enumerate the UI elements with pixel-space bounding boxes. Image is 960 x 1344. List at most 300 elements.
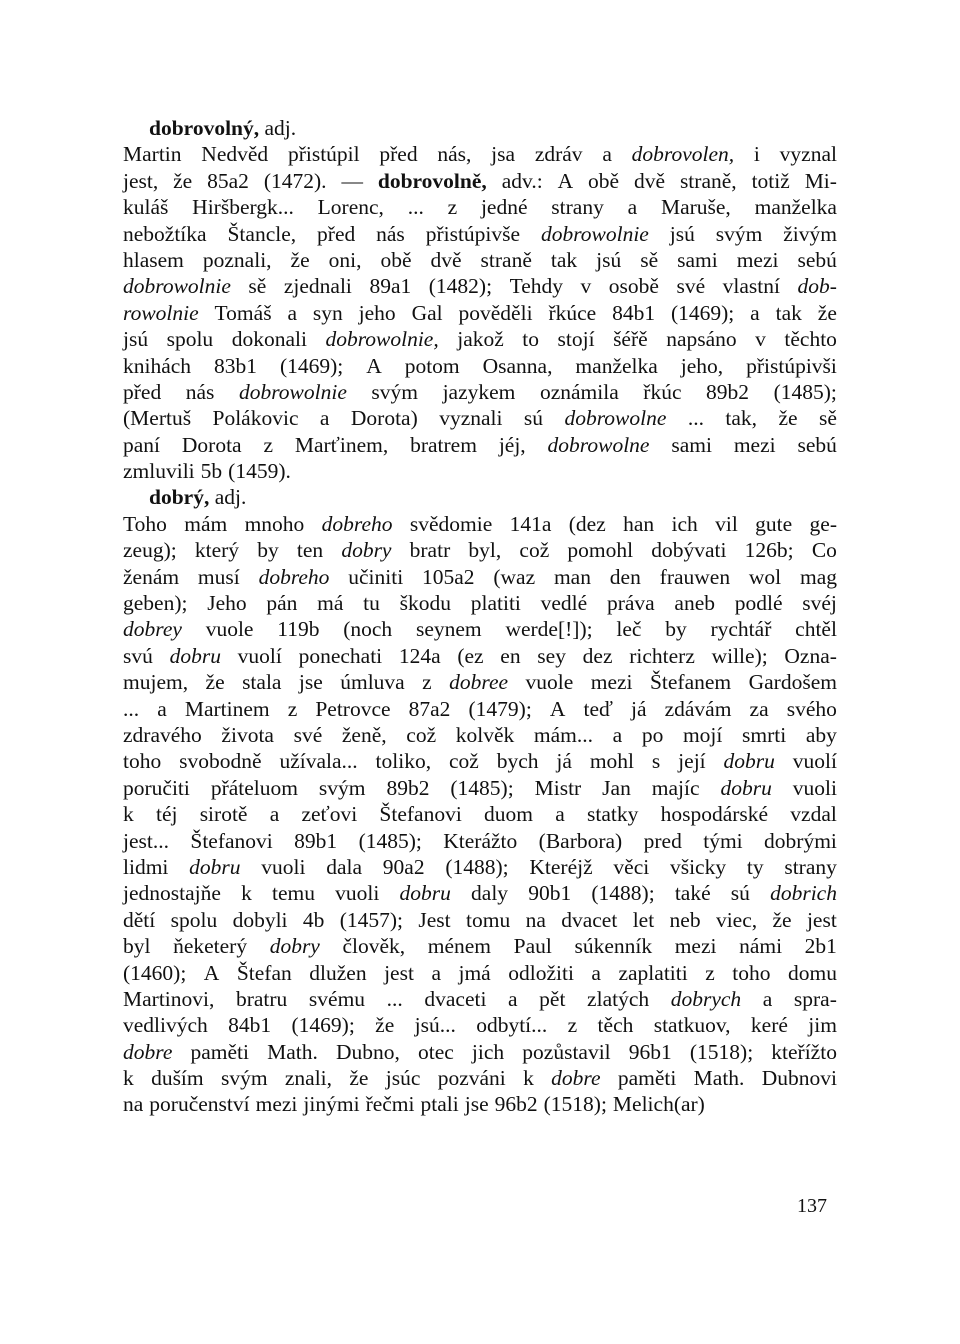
word: vil [715, 511, 738, 536]
italic-quote-word: dobrovolen, [631, 142, 735, 167]
word: paměti [617, 1066, 677, 1091]
word: mezi [590, 670, 633, 695]
word: nás [185, 379, 215, 404]
italic-quote-word: dobru [189, 854, 241, 879]
word: (Mertuš [123, 406, 192, 431]
word: na [525, 907, 546, 932]
word: vuole [525, 670, 574, 695]
text-line [123, 432, 837, 458]
word: (dez [568, 511, 606, 536]
word: osobě [608, 274, 659, 299]
word: (1488); [591, 881, 655, 906]
word: dobývati [651, 538, 727, 563]
word: jsú... [414, 1013, 456, 1038]
text-line [123, 986, 837, 1012]
word: živým [783, 221, 837, 246]
word: kteřížto [771, 1039, 837, 1064]
text-line [123, 669, 837, 695]
word: domu [788, 960, 837, 985]
word: rychtář [710, 617, 772, 642]
word: platiti [470, 591, 521, 616]
word: mezi [674, 934, 717, 959]
italic-quote-word: dobru [723, 749, 775, 774]
text-line [123, 590, 837, 616]
word: (1488); [445, 854, 509, 879]
word: A [203, 960, 220, 985]
word: nás, [437, 142, 472, 167]
word: adv.: [501, 168, 543, 193]
word: vuolí [237, 643, 282, 668]
word: jakož [457, 327, 504, 352]
word: Hiršbergk... [192, 195, 294, 220]
word: těchto [784, 327, 837, 352]
word: dvě [430, 247, 462, 272]
word: toho [123, 749, 162, 774]
word: Melich(ar) [612, 1092, 705, 1117]
word: 89b1 [294, 828, 338, 853]
word: já [556, 749, 572, 774]
word: a [508, 986, 518, 1011]
word: (noch [343, 617, 393, 642]
word: ménem [427, 934, 492, 959]
word: pět [539, 986, 566, 1011]
word: straně, [679, 168, 737, 193]
word: že [173, 168, 193, 193]
word: Gal [411, 300, 443, 325]
word: těch [597, 1013, 634, 1038]
italic-quote-word: dobrowolne [547, 432, 650, 457]
word: jsú [669, 221, 695, 246]
text-line [123, 221, 837, 247]
word: Math. [267, 1039, 318, 1064]
word: Dubno, [335, 1039, 400, 1064]
word: (1485); [773, 379, 837, 404]
word: 89a1 [369, 274, 412, 299]
word: ženě, [341, 722, 387, 747]
word: odbytí... [476, 1013, 548, 1038]
italic-quote-word: dobreho [321, 511, 393, 536]
word: (1485); [358, 828, 422, 853]
word: ge- [809, 511, 837, 536]
entry-headword-line [123, 484, 837, 510]
word: geben); [123, 591, 188, 616]
text-line [123, 775, 837, 801]
italic-quote-word: dobrowolnie [540, 221, 649, 246]
word: mojí [682, 722, 723, 747]
word: k [123, 802, 134, 827]
word: a [157, 696, 167, 721]
word: Maruše, [660, 195, 731, 220]
word: 126b; [744, 538, 794, 563]
word: sami [677, 247, 718, 272]
word: Toho [123, 511, 167, 536]
word: Štefanovi [190, 828, 273, 853]
word: sú [730, 881, 750, 906]
word: k [123, 1066, 134, 1091]
entry-headword-line [123, 115, 837, 141]
word: tými [703, 828, 743, 853]
word: sey [537, 643, 566, 668]
word: že [817, 300, 837, 325]
word: smrti [742, 722, 787, 747]
text-line [123, 1091, 837, 1117]
word: její [678, 749, 706, 774]
word: tu [363, 591, 380, 616]
word: z [422, 670, 432, 695]
word: že [778, 406, 798, 431]
word: han [623, 511, 655, 536]
word: spolu [166, 327, 214, 352]
word: statky [587, 802, 639, 827]
word: A [557, 168, 574, 193]
word: zjednali [283, 274, 352, 299]
word: jednostajňe [123, 881, 221, 906]
word: jich [471, 1039, 505, 1064]
word: mnoho [244, 511, 305, 536]
word: dvacet [561, 907, 618, 932]
text-line [123, 405, 837, 431]
word: i [753, 142, 760, 167]
word: richterz [629, 643, 695, 668]
word: bratrem [410, 432, 477, 457]
word: podlé [734, 591, 783, 616]
entries-text [123, 115, 837, 1118]
word: duom [484, 802, 534, 827]
word: strany [551, 195, 604, 220]
word: řečmi [365, 1092, 415, 1117]
word: mujem, [123, 670, 189, 695]
word: svobodně [179, 749, 262, 774]
word: Tehdy [509, 274, 563, 299]
word: wol [748, 564, 782, 589]
word: vuoli [335, 881, 380, 906]
word: své [676, 274, 706, 299]
italic-quote-word: dobru [720, 775, 772, 800]
word: z [567, 1013, 578, 1038]
word: syn [312, 300, 343, 325]
word: dlužen [309, 960, 367, 985]
word: Paul [513, 934, 552, 959]
word: 96b1 [628, 1039, 672, 1064]
word: ňeketerý [173, 934, 248, 959]
word: po [641, 722, 664, 747]
word: pred [643, 828, 682, 853]
word: vuoli [261, 854, 306, 879]
word: tomu [466, 907, 511, 932]
word: oni, [328, 247, 362, 272]
word: 83b1 [214, 353, 258, 378]
word: jmá [458, 960, 491, 985]
word: ich [671, 511, 698, 536]
word: dětí [123, 907, 156, 932]
word: (1459). [228, 459, 291, 484]
word: Štefanem [649, 670, 732, 695]
text-line [123, 300, 837, 326]
word: dobyli [232, 907, 288, 932]
word: jse [464, 1092, 489, 1117]
word: jse [298, 670, 323, 695]
word: dvě [633, 168, 666, 193]
word: Štefanovi [379, 802, 462, 827]
word: nás [376, 221, 405, 246]
word: Polákovic [212, 406, 299, 431]
word: poručenství [149, 1092, 250, 1117]
word: Martin [123, 142, 182, 167]
word: Dorota [181, 432, 242, 457]
word: že [205, 670, 225, 695]
italic-quote-word: rowolnie [123, 300, 199, 325]
word: byl [123, 934, 151, 959]
word: jest... [123, 828, 169, 853]
text-line [123, 194, 837, 220]
word: (1469); [291, 1013, 355, 1038]
italic-quote-word: dobrowolnie [123, 274, 231, 299]
text-line [123, 458, 837, 484]
word: Kteréjž [529, 854, 593, 879]
word: Mistr [534, 775, 582, 800]
word: tak, [725, 406, 758, 431]
word: manželka [575, 353, 658, 378]
word: před [317, 221, 356, 246]
word: úmluva [340, 670, 405, 695]
page-number: 137 [797, 1195, 827, 1217]
derived-headword: dobrovolně, [377, 168, 487, 193]
word: vedlé [540, 591, 588, 616]
word: jsú [123, 327, 149, 352]
word: straně [480, 247, 532, 272]
word: chtěl [795, 617, 837, 642]
word: mohl [589, 749, 635, 774]
part-of-speech: adj. [209, 485, 247, 510]
word: jest [806, 907, 837, 932]
text-line [123, 748, 837, 774]
word: majíc [651, 775, 700, 800]
word: šéřě [613, 327, 648, 352]
word: jeho [358, 300, 396, 325]
word: svú [123, 643, 153, 668]
text-line [123, 326, 837, 352]
word: spolu [170, 907, 218, 932]
word: a [762, 986, 773, 1011]
word: k [241, 881, 252, 906]
word: z [705, 960, 715, 985]
italic-quote-word: dobree [449, 670, 509, 695]
word: pozůstavil [522, 1039, 611, 1064]
word: vedlivých [123, 1013, 208, 1038]
word: zdravého [123, 722, 202, 747]
word: napsáno [666, 327, 737, 352]
word: učiniti [348, 564, 404, 589]
word: stala [242, 670, 282, 695]
word: jsú [596, 247, 622, 272]
word: en [500, 643, 521, 668]
text-line [123, 273, 837, 299]
word: zdráv [534, 142, 583, 167]
italic-quote-word: dobru [169, 643, 221, 668]
word: na [123, 1092, 144, 1117]
word: sě [818, 406, 837, 431]
word: otec [418, 1039, 454, 1064]
word: má [317, 591, 344, 616]
word: Štancle, [227, 221, 297, 246]
word: zlatých [587, 986, 650, 1011]
word: paní [123, 432, 161, 457]
word: sirotě [199, 802, 248, 827]
word: by [257, 538, 279, 563]
word: ten [296, 538, 324, 563]
word: strany [784, 854, 837, 879]
word: hlasem [123, 247, 184, 272]
word: svým [715, 221, 763, 246]
word: svým [371, 379, 419, 404]
text-line [123, 537, 837, 563]
word: teď [583, 696, 613, 721]
word: Lorenc, [317, 195, 384, 220]
word: ... [407, 195, 424, 220]
word: jsúc [385, 1066, 421, 1091]
word: svědomie [409, 511, 493, 536]
word: a [602, 142, 612, 167]
word: bratru [235, 986, 288, 1011]
word: zeug); [123, 538, 177, 563]
word: 119b [277, 617, 320, 642]
word: temu [271, 881, 315, 906]
word: mám [184, 511, 228, 536]
text-line [123, 880, 837, 906]
word: Gardošem [748, 670, 837, 695]
italic-quote-word: dobrowolnie [238, 379, 347, 404]
word: zdávám [664, 696, 732, 721]
word: a [627, 195, 638, 220]
word: (1472). [263, 168, 327, 193]
word: vlastní [722, 274, 780, 299]
word: a [555, 802, 565, 827]
italic-quote-word: dobrowolnie, [325, 327, 439, 352]
word: znali, [284, 1066, 333, 1091]
word: 90b1 [528, 881, 572, 906]
word: Jest [418, 907, 451, 932]
word: odložiti [508, 960, 574, 985]
word: dvaceti [424, 986, 487, 1011]
word: 96b2 [494, 1092, 538, 1117]
word: kolvěk [455, 722, 515, 747]
word: Petrovce [315, 696, 391, 721]
word: člověk, [342, 934, 406, 959]
text-line [123, 722, 837, 748]
word: obě [588, 168, 620, 193]
word: sě [640, 247, 659, 272]
word: vyznal [779, 142, 837, 167]
word: pán [266, 591, 298, 616]
word: škodu [399, 591, 451, 616]
word: (1460); [123, 960, 187, 985]
word: zeťovi [301, 802, 358, 827]
word: ptali [420, 1092, 459, 1117]
word: svéj [802, 591, 837, 616]
word: bratr [409, 538, 451, 563]
word: já [630, 696, 647, 721]
word: totiž [751, 168, 790, 193]
word: jedné [480, 195, 528, 220]
italic-quote-word: dobrowolne [564, 406, 667, 431]
word: musí [197, 564, 240, 589]
word: 85a2 [207, 168, 249, 193]
word: svým [318, 775, 366, 800]
word: vuole [205, 617, 254, 642]
word: že [349, 1066, 369, 1091]
word: v [580, 274, 592, 299]
text-line [123, 1065, 837, 1091]
text-line [123, 353, 837, 379]
word: mám... [533, 722, 594, 747]
word: že [772, 907, 792, 932]
word: (1518); [543, 1092, 607, 1117]
italic-quote-word: dobru [399, 881, 451, 906]
word: den [609, 564, 641, 589]
word: sú [523, 406, 544, 431]
word: z [263, 432, 273, 457]
word: leč [616, 617, 642, 642]
word: a [431, 960, 441, 985]
word: súkenník [574, 934, 653, 959]
word: mezi [733, 432, 776, 457]
word: (Barbora) [538, 828, 623, 853]
word: že [290, 247, 310, 272]
word: všicky [669, 854, 727, 879]
word: 90a2 [382, 854, 425, 879]
word: jest, [123, 168, 159, 193]
word: a [750, 300, 760, 325]
word: ... [386, 986, 403, 1011]
word: z [287, 696, 298, 721]
word: a [319, 406, 330, 431]
word: vuolí [792, 749, 837, 774]
word: poznali, [202, 247, 272, 272]
word: také [674, 881, 711, 906]
italic-quote-word: dobreho [258, 564, 330, 589]
word: let [632, 907, 655, 932]
word: Co [811, 538, 837, 563]
word: 84b1 [228, 1013, 272, 1038]
word: A [549, 696, 566, 721]
word: jazykem [442, 379, 516, 404]
word: ty [746, 854, 764, 879]
word: bych [496, 749, 539, 774]
word: neb [669, 907, 701, 932]
word: za [749, 696, 769, 721]
word: sami [671, 432, 712, 457]
word: tak [775, 300, 802, 325]
word: s [651, 749, 661, 774]
text-line [123, 379, 837, 405]
word: keré [750, 1013, 788, 1038]
text-line [123, 696, 837, 722]
word: ... [687, 406, 704, 431]
word: zaplatiti [618, 960, 688, 985]
word: Kterážto [443, 828, 518, 853]
word: 4b [302, 907, 325, 932]
word: werde[!]); [505, 617, 593, 642]
word: gute [755, 511, 793, 536]
word: v [755, 327, 766, 352]
word: pomohl [567, 538, 634, 563]
italic-quote-word: dobry [269, 934, 320, 959]
word: 2b1 [804, 934, 837, 959]
word: přistúpivše [425, 221, 521, 246]
word: přistúpil [287, 142, 360, 167]
text-line [123, 933, 837, 959]
word: přáteluom [210, 775, 298, 800]
